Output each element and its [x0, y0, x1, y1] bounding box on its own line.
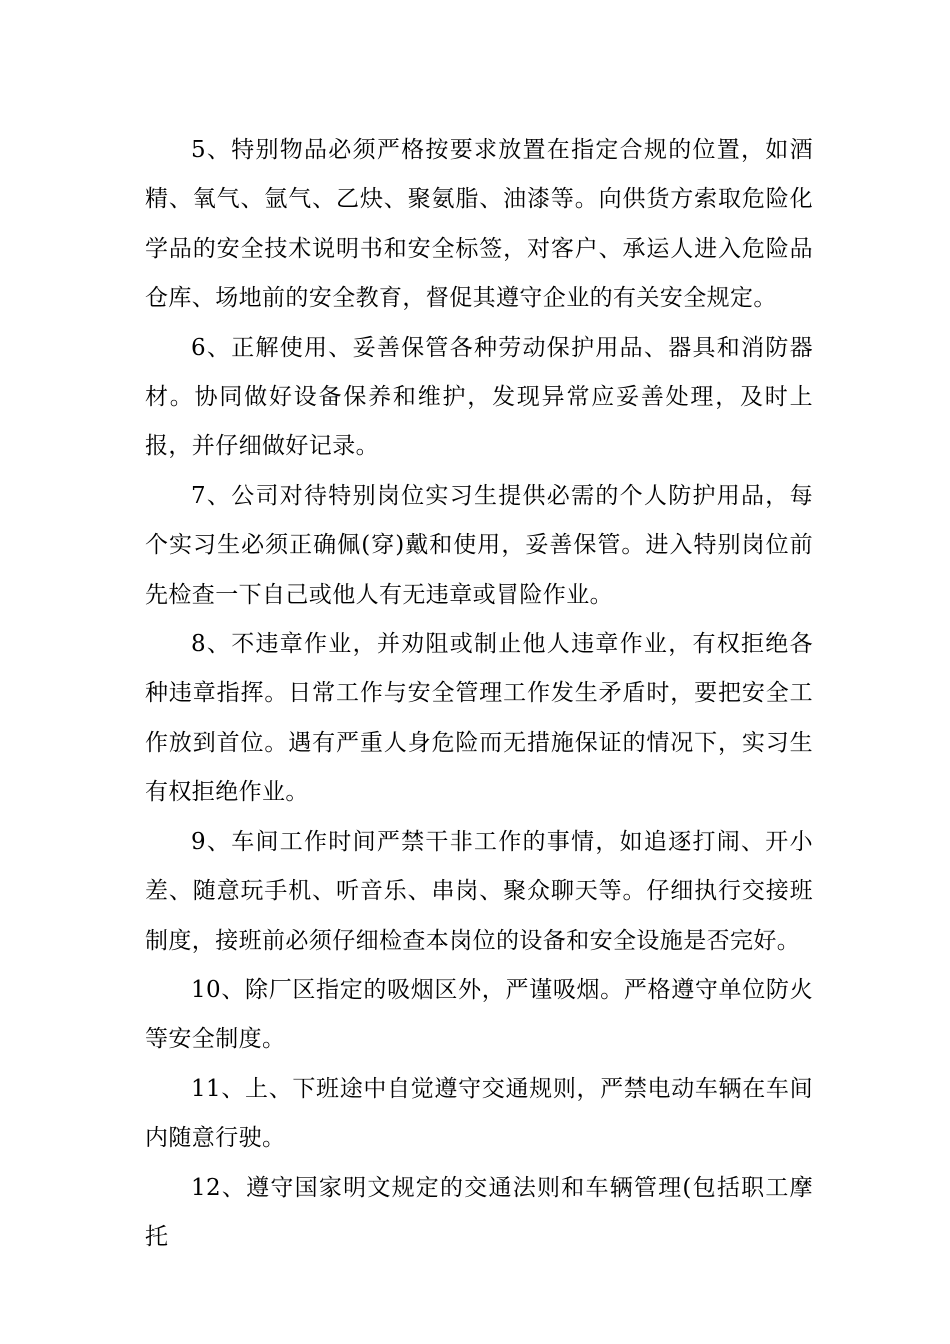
paragraph-item-9: 9、车间工作时间严禁干非工作的事情，如追逐打闹、开小差、随意玩手机、听音乐、串岗、聚众聊天等。仔细执行交接班制度，接班前必须仔细检查本岗位的设备和安全设施是否完好。	[145, 828, 813, 954]
paragraph-item-12: 12、遵守国家明文规定的交通法则和车辆管理(包括职工摩托	[145, 1174, 813, 1250]
paragraph-item-7: 7、公司对待特别岗位实习生提供必需的个人防护用品，每个实习生必须正确佩(穿)戴和使用，妥善保管。进入特别岗位前先检查一下自己或他人有无违章或冒险作业。	[145, 482, 813, 608]
paragraph-item-10: 10、除厂区指定的吸烟区外，严谨吸烟。严格遵守单位防火等安全制度。	[145, 976, 813, 1053]
paragraph-item-11: 11、上、下班途中自觉遵守交通规则，严禁电动车辆在车间内随意行驶。	[145, 1075, 813, 1152]
document-body	[145, 126, 813, 1262]
paragraph-item-6: 6、正解使用、妥善保管各种劳动保护用品、器具和消防器材。协同做好设备保养和维护，发现异常应妥善处理，及时上报，并仔细做好记录。	[145, 334, 813, 460]
paragraph-item-5: 5、特别物品必须严格按要求放置在指定合规的位置，如酒精、氧气、氩气、乙炔、聚氨脂、油漆等。向供货方索取危险化学品的安全技术说明书和安全标签，对客户、承运人进入危险品仓库、场地前的安全教育，督促其遵守企业的有关安全规定。	[145, 137, 813, 312]
paragraph-item-8: 8、不违章作业，并劝阻或制止他人违章作业，有权拒绝各种违章指挥。日常工作与安全管理工作发生矛盾时，要把安全工作放到首位。遇有严重人身危险而无措施保证的情况下，实习生有权拒绝作业。	[145, 631, 813, 806]
